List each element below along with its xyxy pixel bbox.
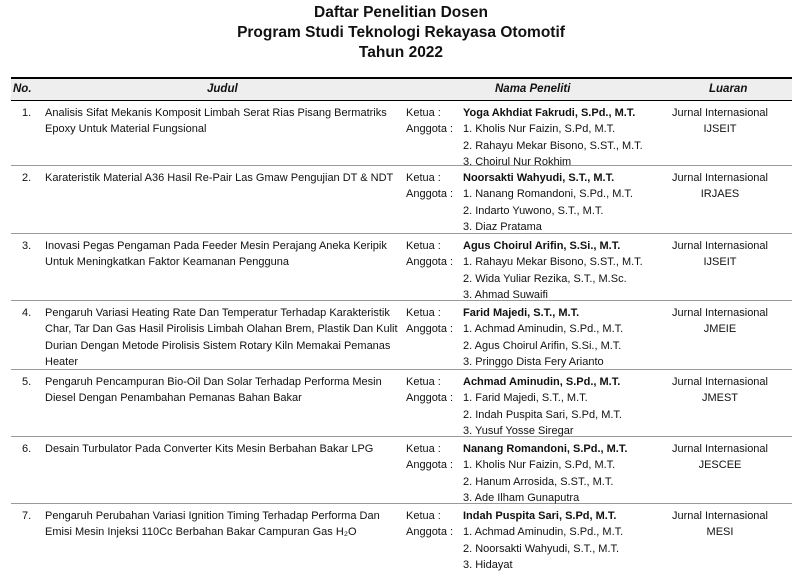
anggota-name: 1. Achmad Aminudin, S.Pd., M.T. <box>463 323 624 336</box>
row-title: Desain Turbulator Pada Converter Kits Mesin Berbahan Bakar LPG <box>45 443 374 455</box>
table-row <box>11 234 792 300</box>
row-researchers <box>463 508 678 573</box>
anggota-name: 1. Kholis Nur Faizin, S.Pd, M.T. <box>463 123 616 136</box>
table-row <box>11 301 792 369</box>
role-ketua: Ketua : <box>406 510 441 522</box>
output-type: Jurnal Internasional <box>671 443 768 455</box>
anggota-name: 1. Rahayu Mekar Bisono, S.ST., M.T. <box>463 256 643 269</box>
table-row <box>11 370 792 436</box>
table-row <box>11 101 792 168</box>
table-row <box>11 504 792 570</box>
ketua-name: Nanang Romandoni, S.Pd., M.T. <box>463 443 628 455</box>
header-luaran: Luaran <box>709 83 748 95</box>
output-journal: IJSEIT <box>703 123 737 136</box>
role-anggota: Anggota : <box>406 459 454 472</box>
output-type: Jurnal Internasional <box>671 510 768 522</box>
header-no: No. <box>13 83 32 95</box>
row-roles <box>406 105 464 138</box>
row-roles <box>406 374 464 407</box>
role-anggota: Anggota : <box>406 323 454 336</box>
title-line-2: Program Studi Teknologi Rekayasa Otomotif <box>237 24 565 41</box>
table-header <box>11 79 792 100</box>
row-roles <box>406 508 464 541</box>
role-ketua: Ketua : <box>406 107 441 119</box>
role-anggota: Anggota : <box>406 526 454 539</box>
anggota-name: 3. Choirul Nur Rokhim <box>463 155 572 168</box>
role-anggota: Anggota : <box>406 256 454 269</box>
research-table <box>11 77 792 570</box>
header-nama-peneliti: Nama Peneliti <box>495 83 571 95</box>
output-journal: IJSEIT <box>703 256 737 269</box>
ketua-name: Achmad Aminudin, S.Pd., M.T. <box>463 376 621 388</box>
anggota-name: 3. Ade Ilham Gunaputra <box>463 491 580 504</box>
anggota-name: 3. Hidayat <box>463 558 513 571</box>
anggota-name: 3. Yusuf Yosse Siregar <box>463 424 574 437</box>
row-roles <box>406 305 464 338</box>
row-output <box>658 105 782 138</box>
row-title: Inovasi Pegas Pengaman Pada Feeder Mesin Perajang Aneka Keripik Untuk Meningkatkan Faktor Keamanan Pengguna <box>45 240 387 269</box>
title-line-3: Tahun 2022 <box>358 44 444 61</box>
row-researchers <box>463 305 678 370</box>
row-output <box>658 508 782 541</box>
row-number: 3. <box>22 240 32 252</box>
ketua-name: Agus Choirul Arifin, S.Si., M.T. <box>463 240 621 252</box>
role-ketua: Ketua : <box>406 307 441 319</box>
row-number: 5. <box>22 376 32 388</box>
role-ketua: Ketua : <box>406 376 441 388</box>
output-journal: JMEIE <box>703 323 737 336</box>
output-type: Jurnal Internasional <box>671 107 768 119</box>
role-ketua: Ketua : <box>406 172 441 184</box>
header-judul: Judul <box>207 83 238 95</box>
row-output <box>658 441 782 474</box>
row-roles <box>406 441 464 474</box>
anggota-name: 2. Indah Puspita Sari, S.Pd, M.T. <box>463 408 622 421</box>
ketua-name: Indah Puspita Sari, S.Pd, M.T. <box>463 510 617 522</box>
row-output <box>658 170 782 203</box>
role-ketua: Ketua : <box>406 240 441 252</box>
row-researchers <box>463 374 678 439</box>
anggota-name: 3. Pringgo Dista Fery Arianto <box>463 355 604 368</box>
ketua-name: Yoga Akhdiat Fakrudi, S.Pd., M.T. <box>463 107 636 119</box>
anggota-name: 1. Kholis Nur Faizin, S.Pd, M.T. <box>463 459 616 472</box>
anggota-name: 3. Diaz Pratama <box>463 220 542 233</box>
row-title: Analisis Sifat Mekanis Komposit Limbah Serat Rias Pisang Bermatriks Epoxy Untuk Material Fungsional <box>45 107 387 136</box>
role-anggota: Anggota : <box>406 392 454 405</box>
row-output <box>658 374 782 407</box>
title-line-1: Daftar Penelitian Dosen <box>314 4 488 21</box>
anggota-name: 1. Farid Majedi, S.T., M.T. <box>463 392 588 405</box>
anggota-name: 2. Hanum Arrosida, S.ST., M.T. <box>463 475 614 488</box>
row-number: 4. <box>22 307 32 319</box>
anggota-name: 2. Noorsakti Wahyudi, S.T., M.T. <box>463 542 620 555</box>
role-anggota: Anggota : <box>406 188 454 201</box>
row-title: Karateristik Material A36 Hasil Re-Pair Las Gmaw Pengujian DT & NDT <box>45 172 394 184</box>
table-row <box>11 166 792 233</box>
row-number: 7. <box>22 510 32 522</box>
anggota-name: 1. Achmad Aminudin, S.Pd., M.T. <box>463 526 624 539</box>
row-title: Pengaruh Pencampuran Bio-Oil Dan Solar Terhadap Performa Mesin Diesel Dengan Penambahan Pemanas Bahan Bakar <box>45 376 382 405</box>
row-output <box>658 305 782 338</box>
anggota-name: 2. Agus Choirul Arifin, S.Si., M.T. <box>463 339 622 352</box>
output-journal: JMEST <box>701 392 739 405</box>
output-journal: IRJAES <box>700 188 740 201</box>
ketua-name: Farid Majedi, S.T., M.T. <box>463 307 580 319</box>
row-number: 6. <box>22 443 32 455</box>
row-title: Pengaruh Perubahan Variasi Ignition Timing Terhadap Performa Dan Emisi Mesin Injeksi 110Cc Berbahan Bakar Campuran Gas H₂O <box>45 510 380 539</box>
output-journal: MESI <box>706 526 734 539</box>
row-title: Pengaruh Variasi Heating Rate Dan Temperatur Terhadap Karakteristik Char, Tar Dan Gas Hasil Pirolisis Limbah Olahan Brem, Plastik Dan Kulit Durian Dengan Metode Pirolisis Sistem Rotary Kiln Memakai Pemanas Heater <box>45 307 398 368</box>
anggota-name: 3. Ahmad Suwaifi <box>463 288 548 301</box>
output-type: Jurnal Internasional <box>671 172 768 184</box>
row-number: 2. <box>22 172 32 184</box>
anggota-name: 2. Indarto Yuwono, S.T., M.T. <box>463 204 604 217</box>
row-researchers <box>463 105 678 170</box>
ketua-name: Noorsakti Wahyudi, S.T., M.T. <box>463 172 615 184</box>
output-type: Jurnal Internasional <box>671 240 768 252</box>
document-title <box>0 3 802 63</box>
row-researchers <box>463 170 678 235</box>
role-ketua: Ketua : <box>406 443 441 455</box>
output-type: Jurnal Internasional <box>671 307 768 319</box>
row-roles <box>406 170 464 203</box>
row-researchers <box>463 238 678 303</box>
output-type: Jurnal Internasional <box>671 376 768 388</box>
row-number: 1. <box>22 107 32 119</box>
table-row <box>11 437 792 503</box>
row-researchers <box>463 441 678 506</box>
anggota-name: 1. Nanang Romandoni, S.Pd., M.T. <box>463 188 633 201</box>
anggota-name: 2. Wida Yuliar Rezika, S.T., M.Sc. <box>463 272 627 285</box>
row-roles <box>406 238 464 271</box>
role-anggota: Anggota : <box>406 123 454 136</box>
anggota-name: 2. Rahayu Mekar Bisono, S.ST., M.T. <box>463 139 643 152</box>
output-journal: JESCEE <box>698 459 742 472</box>
row-output <box>658 238 782 271</box>
